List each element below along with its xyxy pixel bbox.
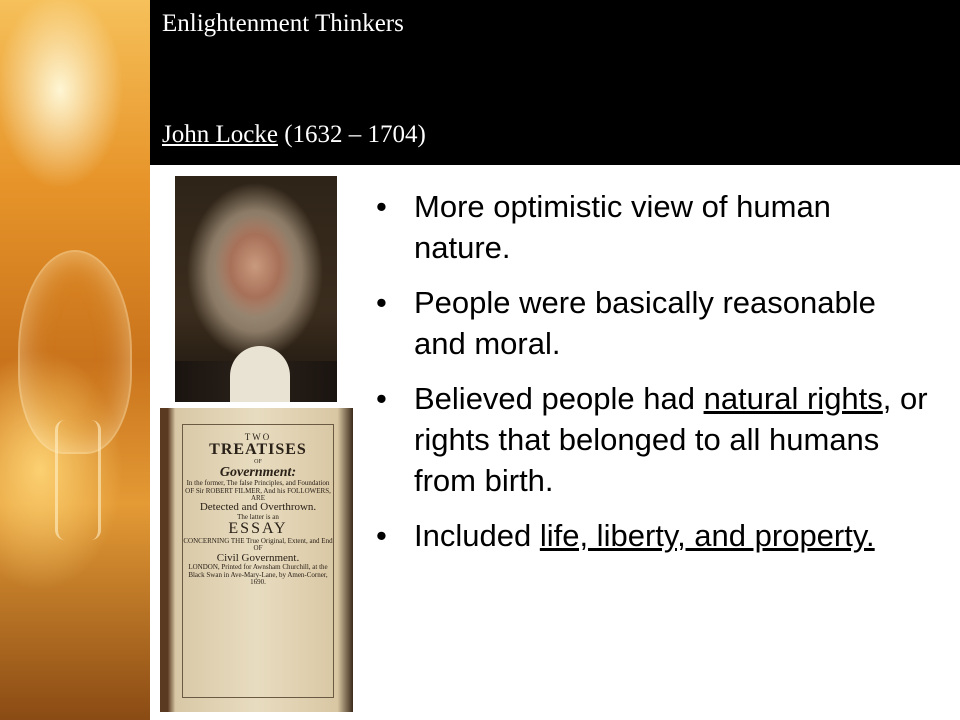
two-treatises-book-image [160,408,353,712]
bullet-item [370,186,930,268]
bullet-text-post: , or rights that belonged to all humans from birth. [414,381,928,498]
book-line: In the former, The false Principles, and Foundation OF Sir ROBERT FILMER, And his FOLLOWERS, ARE [185,479,331,502]
book-line: CONCERNING THE True Original, Extent, and End OF [183,536,333,553]
book-line: TREATISES [209,441,307,459]
portrait-collar-shape [230,346,290,402]
life-liberty-property-term: life, liberty, and property. [539,518,875,553]
bullet-item [370,515,930,556]
slide-title: Enlightenment Thinkers [162,10,404,37]
subtitle-dates: (1632 – 1704) [277,121,426,148]
bullet-text-pre: Included [414,518,540,553]
bullet-item [370,378,930,501]
bullet-dot: • [376,189,387,224]
book-line: OF [254,459,262,466]
slide-subtitle [162,121,426,149]
bullet-item [370,282,930,364]
book-line: LONDON, Printed for Awnsham Churchill, at the Black Swan in Ave-Mary-Lane, by Amen-Corner, 1690. [188,563,328,586]
book-line: TWO [244,432,272,442]
bullet-text: People were basically reasonable and moral. [414,285,876,361]
natural-rights-term: natural rights [703,381,883,416]
book-line: The latter is an [237,512,279,521]
slide-header [150,0,960,165]
subtitle-name-link[interactable]: John Locke [162,121,278,148]
book-line: Detected and Overthrown. [199,501,317,514]
bullet-dot: • [376,518,387,553]
lightbulb-background [0,0,150,720]
bullet-text-pre: Believed people had [414,381,704,416]
bulb-filament-shape [55,420,101,540]
book-line: Civil Government. [216,551,300,564]
book-title-page [182,424,334,698]
book-line: Government: [219,464,297,480]
john-locke-portrait [175,176,337,402]
bullet-text: More optimistic view of human nature. [414,189,831,265]
bullet-dot: • [376,285,387,320]
book-line: ESSAY [228,520,288,538]
bullet-list [370,186,930,570]
bullet-dot: • [376,381,387,416]
